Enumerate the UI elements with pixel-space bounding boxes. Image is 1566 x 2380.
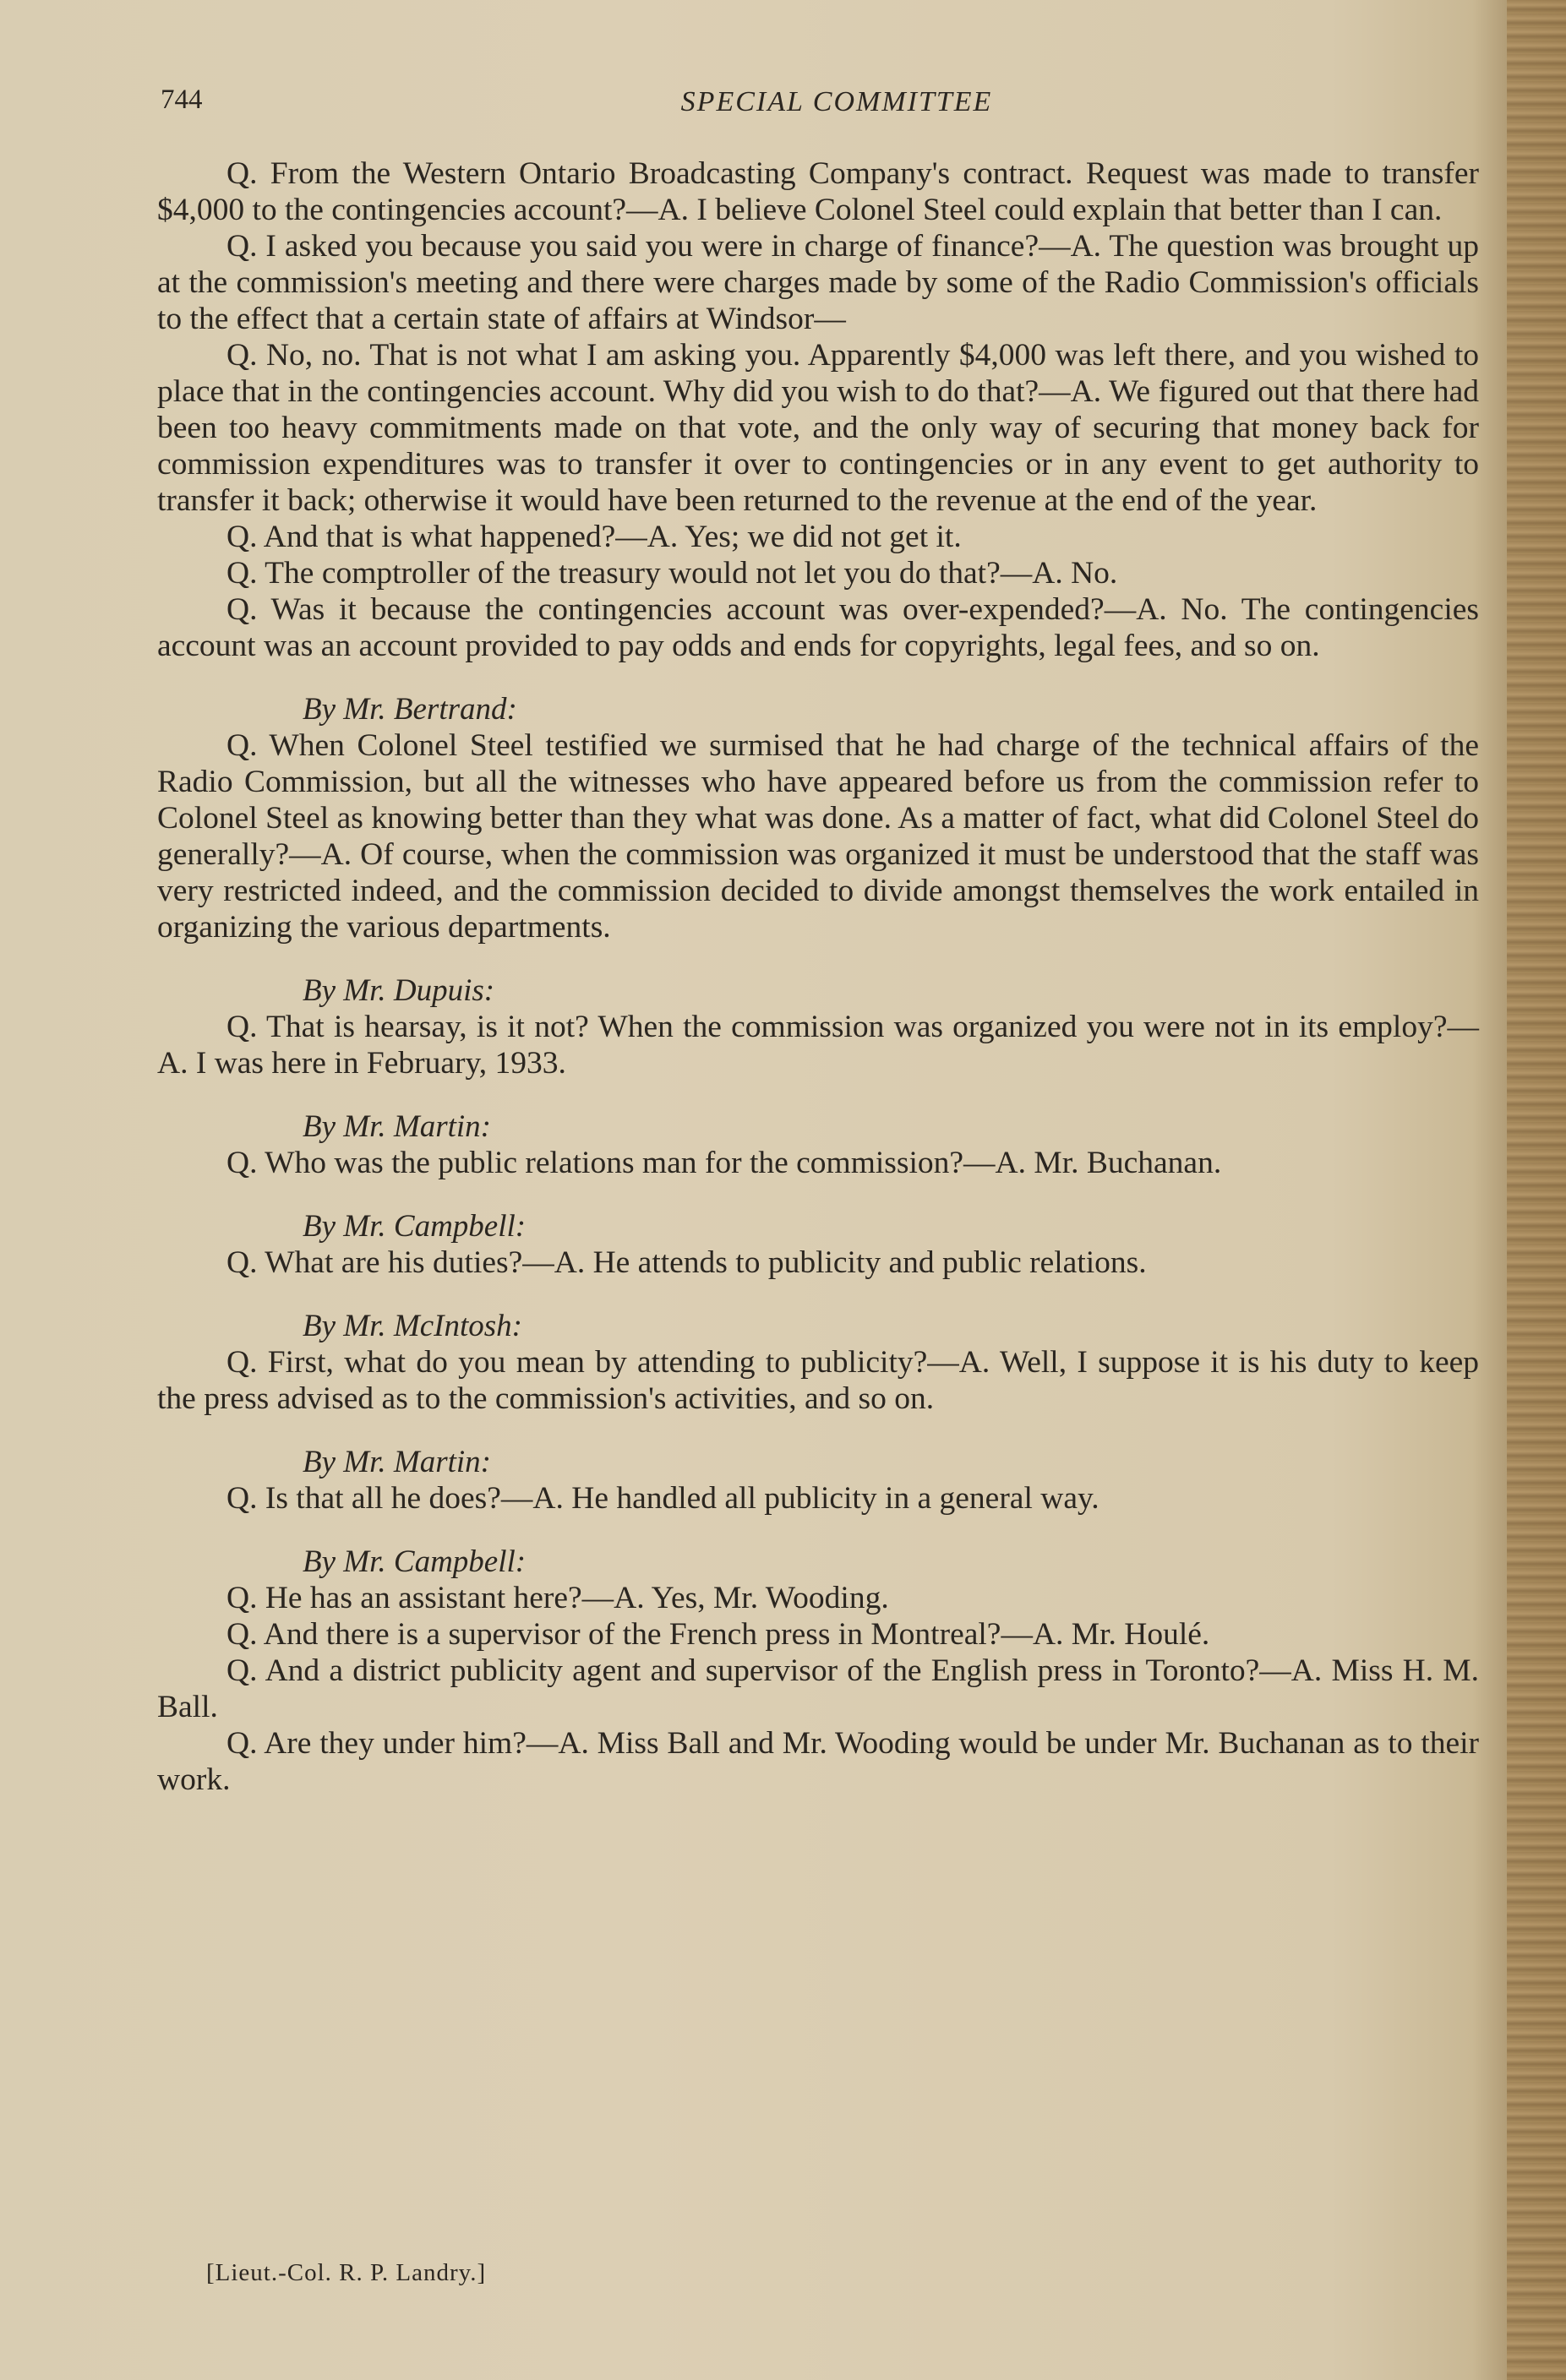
- question-paragraph: Q. And that is what happened?—A. Yes; we did not get it.: [226, 520, 962, 554]
- question-paragraph: Q. First, what do you mean by attending to publicity?—A. Well, I suppose it is his duty to keep the press advised as to the commission's activities, and so on.: [157, 1345, 1479, 1416]
- question-paragraph: Q. What are his duties?—A. He attends to publicity and public relations.: [226, 1245, 1147, 1280]
- question-paragraph: Q. Is that all he does?—A. He handled all publicity in a general way.: [226, 1481, 1099, 1516]
- speaker-heading: By Mr. Martin:: [303, 1109, 491, 1144]
- witness-footer: [Lieut.-Col. R. P. Landry.]: [206, 2259, 487, 2286]
- page-number: 744: [161, 84, 203, 115]
- question-paragraph: Q. I asked you because you said you were in charge of finance?—A. The question was brought up at the commission's meeting and there were charges made by some of the Radio Commission's officials to the effect that a certain state of affairs at Windsor—: [157, 229, 1479, 336]
- question-paragraph: Q. Was it because the contingencies account was over-expended?—A. No. The contingencies account was an account provided to pay odds and ends for copyrights, legal fees, and so on.: [157, 592, 1479, 663]
- question-paragraph: Q. From the Western Ontario Broadcasting Company's contract. Request was made to transfer $4,000 to the contingencies account?—A. I believe Colonel Steel could explain that better than I can.: [157, 156, 1479, 227]
- question-paragraph: Q. Are they under him?—A. Miss Ball and Mr. Wooding would be under Mr. Buchanan as to their work.: [157, 1726, 1479, 1797]
- speaker-heading: By Mr. Dupuis:: [303, 973, 495, 1008]
- speaker-heading: By Mr. Campbell:: [303, 1209, 527, 1244]
- running-title: SPECIAL COMMITTEE: [680, 86, 993, 117]
- question-paragraph: Q. Who was the public relations man for the commission?—A. Mr. Buchanan.: [226, 1146, 1222, 1180]
- question-paragraph: Q. He has an assistant here?—A. Yes, Mr. Wooding.: [226, 1581, 889, 1615]
- book-spine-edge: [1507, 0, 1566, 2380]
- question-paragraph: Q. The comptroller of the treasury would not let you do that?—A. No.: [226, 556, 1118, 591]
- question-paragraph: Q. And there is a supervisor of the French press in Montreal?—A. Mr. Houlé.: [226, 1617, 1210, 1652]
- question-paragraph: Q. That is hearsay, is it not? When the commission was organized you were not in its employ?—A. I was here in February, 1933.: [157, 1010, 1479, 1081]
- page-body: [157, 155, 1479, 1798]
- question-paragraph: Q. And a district publicity agent and supervisor of the English press in Toronto?—A. Miss H. M. Ball.: [157, 1653, 1479, 1724]
- page-header: [161, 84, 1479, 127]
- question-paragraph: Q. No, no. That is not what I am asking you. Apparently $4,000 was left there, and you wished to place that in the contingencies account. Why did you wish to do that?—A. We figured out that there had been too heavy commitments made on that vote, and the only way of securing that money back for commission expenditures was to transfer it over to contingencies or in any event to get authority to transfer it back; otherwise it would have been returned to the revenue at the end of the year.: [157, 338, 1479, 518]
- speaker-heading: By Mr. McIntosh:: [303, 1309, 522, 1343]
- question-paragraph: Q. When Colonel Steel testified we surmised that he had charge of the technical affairs of the Radio Commission, but all the witnesses who have appeared before us from the commission refer to Colonel Steel as knowing better than they what was done. As a matter of fact, what did Colonel Steel do generally?—A. Of course, when the commission was organized it must be understood that the staff was very restricted indeed, and the commission decided to divide amongst themselves the work entailed in organizing the various departments.: [157, 728, 1479, 945]
- speaker-heading: By Mr. Martin:: [303, 1445, 491, 1479]
- speaker-heading: By Mr. Bertrand:: [303, 692, 517, 727]
- speaker-heading: By Mr. Campbell:: [303, 1544, 527, 1579]
